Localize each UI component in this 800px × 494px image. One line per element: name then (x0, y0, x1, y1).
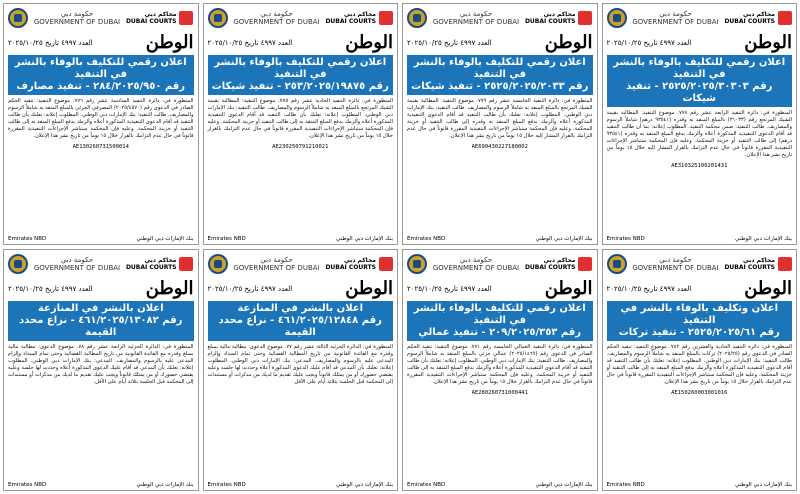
government-en: GOVERNMENT OF DUBAI (33, 18, 121, 26)
bank-name-ar: بنك الإمارات دبي الوطني (336, 236, 393, 242)
account-reference: AE230250791210021 (272, 144, 329, 150)
bank-name-en: Emirates NBD (8, 482, 47, 488)
notice-title-line1: اعلان وتكليف بالوفاء بالنشر في التنفيذ (620, 303, 779, 326)
notice-header (8, 7, 194, 29)
bank-name-ar: بنك الإمارات دبي الوطني (735, 236, 792, 242)
government-en: GOVERNMENT OF DUBAI (432, 264, 520, 272)
bank-name-ar: بنك الإمارات دبي الوطني (735, 482, 792, 488)
court-notice (3, 249, 199, 491)
newspaper-name: الوطن (145, 278, 194, 299)
bank-name-en: Emirates NBD (606, 482, 645, 488)
courts-ar: محاكم دبي (743, 11, 775, 18)
government-label (34, 256, 120, 272)
dubai-courts-mark-icon (179, 11, 193, 25)
issue-date: العدد ٤٩٩٧ تاريخ ٢٠٢٥/١٠/٢٥ (8, 284, 93, 293)
courts-ar: محاكم دبي (543, 257, 576, 264)
notice-header (607, 7, 793, 29)
dubai-courts-mark-icon (179, 257, 193, 271)
notice-footer (607, 236, 793, 242)
notice-title (407, 55, 593, 95)
notice-header (407, 253, 593, 275)
dubai-courts-mark-icon (778, 11, 792, 25)
issue-date: العدد ٤٩٩٧ تاريخ ٢٠٢٥/١٠/٢٥ (606, 284, 692, 293)
notice-case-number: رقم ٢٠٩/٢٠٢٥/٣٥٣ - تنفيذ عمالي (418, 327, 582, 338)
issue-date: العدد ٤٩٩٧ تاريخ ٢٠٢٥/١٠/٢٥ (207, 38, 293, 47)
dubai-government-emblem-icon (407, 8, 427, 28)
notice-body: المنظورة في: دائرة التنفيذ السادسة عشر رقم ٧٧٦. موضوع التنفيذ: تنفيذ الحكم الصادر في الدعوى رقم (٢٠٢٥/٤٥٧٠) المصرفي الجزئي بالمبلغ المنفذ به شاملاً الرسوم والمصاريف. طالب التنفيذ: بنك الإمارات دبي الوطني. المطلوب إعلانه: نعلنك بأن طالب التنفيذ قد أقام الدعوى التنفيذية المذكورة أعلاه وألزمك بدفع المبلغ المنفذ به إلى طالب التنفيذ أو خزينة المحكمة. وعليه فإن المحكمة ستباشر الإجراءات التنفيذية المقررة قانوناً في حال عدم التزامك بالقرار خلال ١٥ يوماً من تاريخ نشر هذا الإعلان. (8, 98, 194, 139)
newspaper-name: الوطن (744, 278, 792, 299)
notice-case-number: رقم ٤٦١/٢٠٢٥/١٢٨٤٨ - نزاع محدد القيمة (218, 315, 382, 338)
courts-ar: محاكم دبي (344, 11, 376, 18)
government-en: GOVERNMENT OF DUBAI (233, 264, 320, 272)
notice-title (607, 301, 793, 341)
government-label (632, 256, 718, 272)
issue-date: العدد ٤٩٩٧ تاريخ ٢٠٢٥/١٠/٢٥ (207, 284, 293, 293)
government-ar: حكومة دبي (659, 256, 692, 264)
bank-name-ar: بنك الإمارات دبي الوطني (336, 482, 393, 488)
courts-en: DUBAI COURTS (125, 18, 177, 25)
government-en: GOVERNMENT OF DUBAI (632, 18, 719, 26)
notice-body: المنظورة في: دائرة التنفيذ الحادية والعشرين رقم ٧٨٢. موضوع التنفيذ: تنفيذ الحكم الصادر في الدعوى رقم (٢٠٢٥/٢٥) تركات بالمبلغ المنفذ به شاملاً الرسوم والمصاريف. طالب التنفيذ: بنك الإمارات دبي الوطني. المطلوب إعلانه: نعلنك بأن طالب التنفيذ قد أقام الدعوى التنفيذية المذكورة أعلاه وألزمك بدفع المبلغ المنفذ به إلى طالب التنفيذ أو خزينة المحكمة. وعليه فإن المحكمة ستباشر الإجراءات التنفيذية المقررة قانوناً في حال عدم التزامك بالقرار خلال ١٥ يوماً من تاريخ نشر هذا الإعلان. (606, 344, 793, 385)
dubai-courts-mark-icon (578, 257, 592, 271)
government-ar: حكومة دبي (260, 10, 293, 18)
dubai-courts-logo (525, 257, 593, 271)
notice-body: المنظورة في: الدائرة الجزئية الرابعة عشر رقم ٧٨. موضوع الدعوى: مطالبة مالية بمبلغ وقدره مع الفائدة القانونية من تاريخ المطالبة القضائية وحتى تمام السداد وإلزام المدعى عليه بالرسوم والمصاريف. المدعي: بنك الإمارات دبي الوطني. المطلوب إعلانه: نعلنك بأن المدعي قد أقام عليك الدعوى المذكورة أعلاه وحددت لها جلسة وعليه يقتضي حضورك أو من يمثلك قانوناً ويجب عليك تقديم ما لديك من مذكرات أو مستندات إلى المحكمة قبل الجلسة بثلاثة أيام على الأقل. (8, 344, 194, 385)
account-reference: AE150260003001016 (671, 390, 728, 396)
court-notice (602, 249, 798, 491)
notice-title-line1: اعلان بالنشر في المنازعة (37, 303, 164, 314)
notice-header (607, 253, 793, 275)
notice-body: المنظورة في: دائرة التنفيذ الخامسة عشر رقم ٧٧٩. موضوع التنفيذ: المطالبة بقيمة الشيك المرتجع بالمبلغ المنفذ به شاملاً الرسوم والمصاريف. طالب التنفيذ: بنك الإمارات دبي الوطني. المطلوب إعلانه: نعلنك بأن طالب التنفيذ قد أقام الدعوى التنفيذية المذكورة أعلاه وألزمك بدفع المبلغ المنفذ به وقدره إلى طالب التنفيذ أو خزينة المحكمة. وعليه فإن المحكمة ستباشر الإجراءات التنفيذية المقررة قانوناً في حال عدم التزامك بالقرار المشار إليه خلال ١٥ يوماً من تاريخ نشر هذا الإعلان. (407, 98, 593, 139)
government-label (233, 10, 319, 26)
bank-name-ar: بنك الإمارات دبي الوطني (535, 482, 593, 488)
dubai-courts-mark-icon (379, 257, 393, 271)
notice-title-line1: اعلان رقمي للتكليف بالوفاء بالنشر في التنفيذ (214, 57, 387, 80)
notice-case-number: رقم ٤٦١/٢٠٢٥/١٣٠٨٢ - نزاع محدد القيمة (19, 315, 183, 338)
dubai-government-emblem-icon (607, 254, 627, 274)
notice-title (8, 301, 194, 341)
government-label (34, 10, 120, 26)
newspaper-name: الوطن (345, 32, 393, 53)
courts-ar: محاكم دبي (543, 11, 576, 18)
court-notice (402, 3, 598, 245)
dubai-courts-mark-icon (778, 257, 792, 271)
notice-case-number: رقم ٢٨٤/٢٠٢٥/٩٥٠ - تنفيذ مصارف (16, 81, 186, 92)
bank-name-ar: بنك الإمارات دبي الوطني (535, 236, 593, 242)
courts-ar: محاكم دبي (743, 257, 775, 264)
newspaper-name: الوطن (744, 32, 792, 53)
dubai-government-emblem-icon (607, 8, 627, 28)
government-en: GOVERNMENT OF DUBAI (233, 18, 320, 26)
notice-footer (8, 482, 194, 488)
notice-case-number: رقم ٢٥٢٥/٢٠٢٥/٦١ - تنفيذ تركات (618, 327, 780, 338)
notice-title (607, 55, 793, 107)
notice-body: المنظورة في: دائرة التنفيذ الحادية عشر رقم ٧٧٥. موضوع التنفيذ: المطالبة بقيمة الشيك المرتجع بالمبلغ المنفذ به شاملاً الرسوم والمصاريف. طالب التنفيذ: بنك الإمارات دبي الوطني. المطلوب إعلانه: نعلنك بأن طالب التنفيذ قد أقام الدعوى التنفيذية المذكورة أعلاه وألزمك بدفع المبلغ المنفذ به إلى طالب التنفيذ أو خزينة المحكمة. وعليه فإن المحكمة ستباشر الإجراءات التنفيذية المقررة قانوناً في حال عدم التزامك بالقرار خلال ١٥ يوماً من تاريخ نشر هذا الإعلان. (207, 98, 393, 139)
dubai-courts-logo (126, 257, 194, 271)
notice-header (208, 7, 394, 29)
dubai-courts-logo (724, 11, 792, 25)
government-en: GOVERNMENT OF DUBAI (33, 264, 121, 272)
notice-case-number: رقم ٢٥٢٥/٢٠٢٥/٣٠٣٠٣ - تنفيذ شيكات (626, 81, 773, 104)
notice-footer (208, 236, 394, 242)
court-notice (203, 3, 399, 245)
notice-title (407, 301, 593, 341)
courts-en: DUBAI COURTS (325, 264, 376, 271)
bank-name-en: Emirates NBD (407, 482, 446, 488)
notice-title-line1: اعلان بالنشر في المنازعة (237, 303, 364, 314)
notice-title (8, 55, 194, 95)
bank-name-en: Emirates NBD (207, 482, 246, 488)
dubai-courts-logo (724, 257, 792, 271)
notice-footer (208, 482, 394, 488)
notice-footer (407, 236, 593, 242)
notice-case-number: رقم ٢٥٣/٢٠٢٥/١٩٨٧٥ - تنفيذ شيكات (211, 81, 389, 92)
court-notice (602, 3, 798, 245)
courts-en: DUBAI COURTS (724, 18, 775, 25)
account-reference: AE690430227180002 (471, 144, 528, 150)
government-ar: حكومة دبي (60, 10, 94, 18)
dubai-government-emblem-icon (208, 254, 228, 274)
notice-title-line1: اعلان رقمي للتكليف بالوفاء بالنشر في التنفيذ (413, 303, 586, 326)
notice-header (8, 253, 194, 275)
notice-footer (407, 482, 593, 488)
account-reference: AE280260731000441 (471, 390, 528, 396)
dubai-courts-mark-icon (379, 11, 393, 25)
government-ar: حكومة دبي (260, 256, 293, 264)
notice-case-number: رقم ٢٥٢٥/٢٠٢٥/٢٠٣٣ - تنفيذ شيكات (411, 81, 589, 92)
account-reference: AE310325100201431 (671, 163, 728, 169)
issue-date: العدد ٤٩٩٧ تاريخ ٢٠٢٥/١٠/٢٥ (8, 38, 93, 47)
notice-title (208, 301, 394, 341)
notice-body: المنظورة في: الدائرة الجزئية الثالثة عشر رقم ٧٧. موضوع الدعوى: مطالبة مالية بمبلغ وقدره مع الفائدة القانونية من تاريخ المطالبة القضائية وحتى تمام السداد وإلزام المدعى عليه بالرسوم والمصاريف. المدعي: بنك الإمارات دبي الوطني. المطلوب إعلانه: نعلنك بأن المدعي قد أقام عليك الدعوى المذكورة أعلاه وحددت لها جلسة وعليه يقتضي حضورك أو من يمثلك قانوناً ويجب عليك تقديم ما لديك من مذكرات أو مستندات إلى المحكمة قبل الجلسة بثلاثة أيام على الأقل. (207, 344, 393, 385)
notice-title-line1: اعلان رقمي للتكليف بالوفاء بالنشر في التنفيذ (413, 57, 586, 80)
dubai-courts-logo (325, 11, 393, 25)
newspaper-name: الوطن (544, 32, 593, 53)
notice-body: المنظورة في: دائرة التنفيذ الرابعة عشر رقم ٧٧٨. موضوع التنفيذ: المطالبة بقيمة الشيك المرتجع رقم (٣١٠٣٣) بالمبلغ المنفذ به وقدره (٩٣٥٤١ درهم) شاملاً الرسوم والمصاريف. طالب التنفيذ: ضمن محكمة التنفيذ. المطلوب إعلانه: بما أن طالب التنفيذ قد أقام الدعوى التنفيذية المذكورة أعلاه وألزمك بدفع المبلغ المنفذ به وقدره (٩٣٥٤١ درهم) إلى طالب التنفيذ أو خزينة المحكمة. وعليه فإن المحكمة ستباشر الإجراءات التنفيذية المقررة قانوناً في حال عدم التزامك بالقرار المشار إليه خلال ١٥ يوماً من تاريخ نشر هذا الإعلان. (606, 110, 793, 158)
courts-ar: محاكم دبي (344, 257, 376, 264)
dubai-courts-logo (525, 11, 593, 25)
newspaper-name: الوطن (145, 32, 194, 53)
court-notice (203, 249, 399, 491)
notice-footer (8, 236, 194, 242)
notice-body: المنظورة في: دائرة التنفيذ العمالي الخامسة رقم ٧٧١. موضوع التنفيذ: تنفيذ الحكم الصادر في الدعوى رقم (٢٠٢٥/١٤٦٩) عمالي جزئي بالمبلغ المنفذ به شاملاً الرسوم والمصاريف. طالب التنفيذ: بنك الإمارات دبي الوطني. المطلوب إعلانه: نعلنك بأن طالب التنفيذ قد أقام الدعوى التنفيذية المذكورة أعلاه وألزمك بدفع المبلغ المنفذ به إلى طالب التنفيذ أو خزينة المحكمة. وعليه فإن المحكمة ستباشر الإجراءات التنفيذية المقررة قانوناً في حال عدم التزامك بالقرار خلال ١٥ يوماً من تاريخ نشر هذا الإعلان. (407, 344, 593, 385)
issue-date: العدد ٤٩٩٧ تاريخ ٢٠٢٥/١٠/٢٥ (407, 284, 492, 293)
court-notice (402, 249, 598, 491)
courts-en: DUBAI COURTS (524, 264, 576, 271)
government-ar: حكومة دبي (60, 256, 94, 264)
newspaper-name: الوطن (544, 278, 593, 299)
court-notice (3, 3, 199, 245)
courts-ar: محاكم دبي (144, 11, 177, 18)
dubai-courts-logo (325, 257, 393, 271)
government-label (233, 256, 319, 272)
government-ar: حكومة دبي (459, 10, 493, 18)
courts-en: DUBAI COURTS (125, 264, 177, 271)
account-reference: AE130260731500014 (72, 144, 129, 150)
notice-title-line1: اعلان رقمي للتكليف بالوفاء بالنشر في التنفيذ (14, 57, 187, 80)
government-label (433, 256, 519, 272)
government-ar: حكومة دبي (459, 256, 493, 264)
notice-footer (607, 482, 793, 488)
dubai-courts-logo (126, 11, 194, 25)
newspaper-name: الوطن (345, 278, 393, 299)
notice-title-line1: اعلان رقمي للتكليف بالوفاء بالنشر في التنفيذ (613, 57, 786, 80)
dubai-government-emblem-icon (8, 254, 28, 274)
issue-date: العدد ٤٩٩٧ تاريخ ٢٠٢٥/١٠/٢٥ (407, 38, 492, 47)
dubai-courts-mark-icon (578, 11, 592, 25)
dubai-government-emblem-icon (407, 254, 427, 274)
bank-name-en: Emirates NBD (606, 236, 645, 242)
government-ar: حكومة دبي (659, 10, 692, 18)
government-label (433, 10, 519, 26)
government-en: GOVERNMENT OF DUBAI (432, 18, 520, 26)
notice-header (208, 253, 394, 275)
dubai-government-emblem-icon (8, 8, 28, 28)
notice-title (208, 55, 394, 95)
bank-name-ar: بنك الإمارات دبي الوطني (136, 482, 194, 488)
government-en: GOVERNMENT OF DUBAI (632, 264, 719, 272)
notice-header (407, 7, 593, 29)
courts-en: DUBAI COURTS (524, 18, 576, 25)
courts-ar: محاكم دبي (144, 257, 177, 264)
government-label (632, 10, 718, 26)
bank-name-ar: بنك الإمارات دبي الوطني (136, 236, 194, 242)
bank-name-en: Emirates NBD (407, 236, 446, 242)
courts-en: DUBAI COURTS (325, 18, 376, 25)
issue-date: العدد ٤٩٩٧ تاريخ ٢٠٢٥/١٠/٢٥ (606, 38, 692, 47)
dubai-government-emblem-icon (208, 8, 228, 28)
bank-name-en: Emirates NBD (207, 236, 246, 242)
courts-en: DUBAI COURTS (724, 264, 775, 271)
bank-name-en: Emirates NBD (8, 236, 47, 242)
